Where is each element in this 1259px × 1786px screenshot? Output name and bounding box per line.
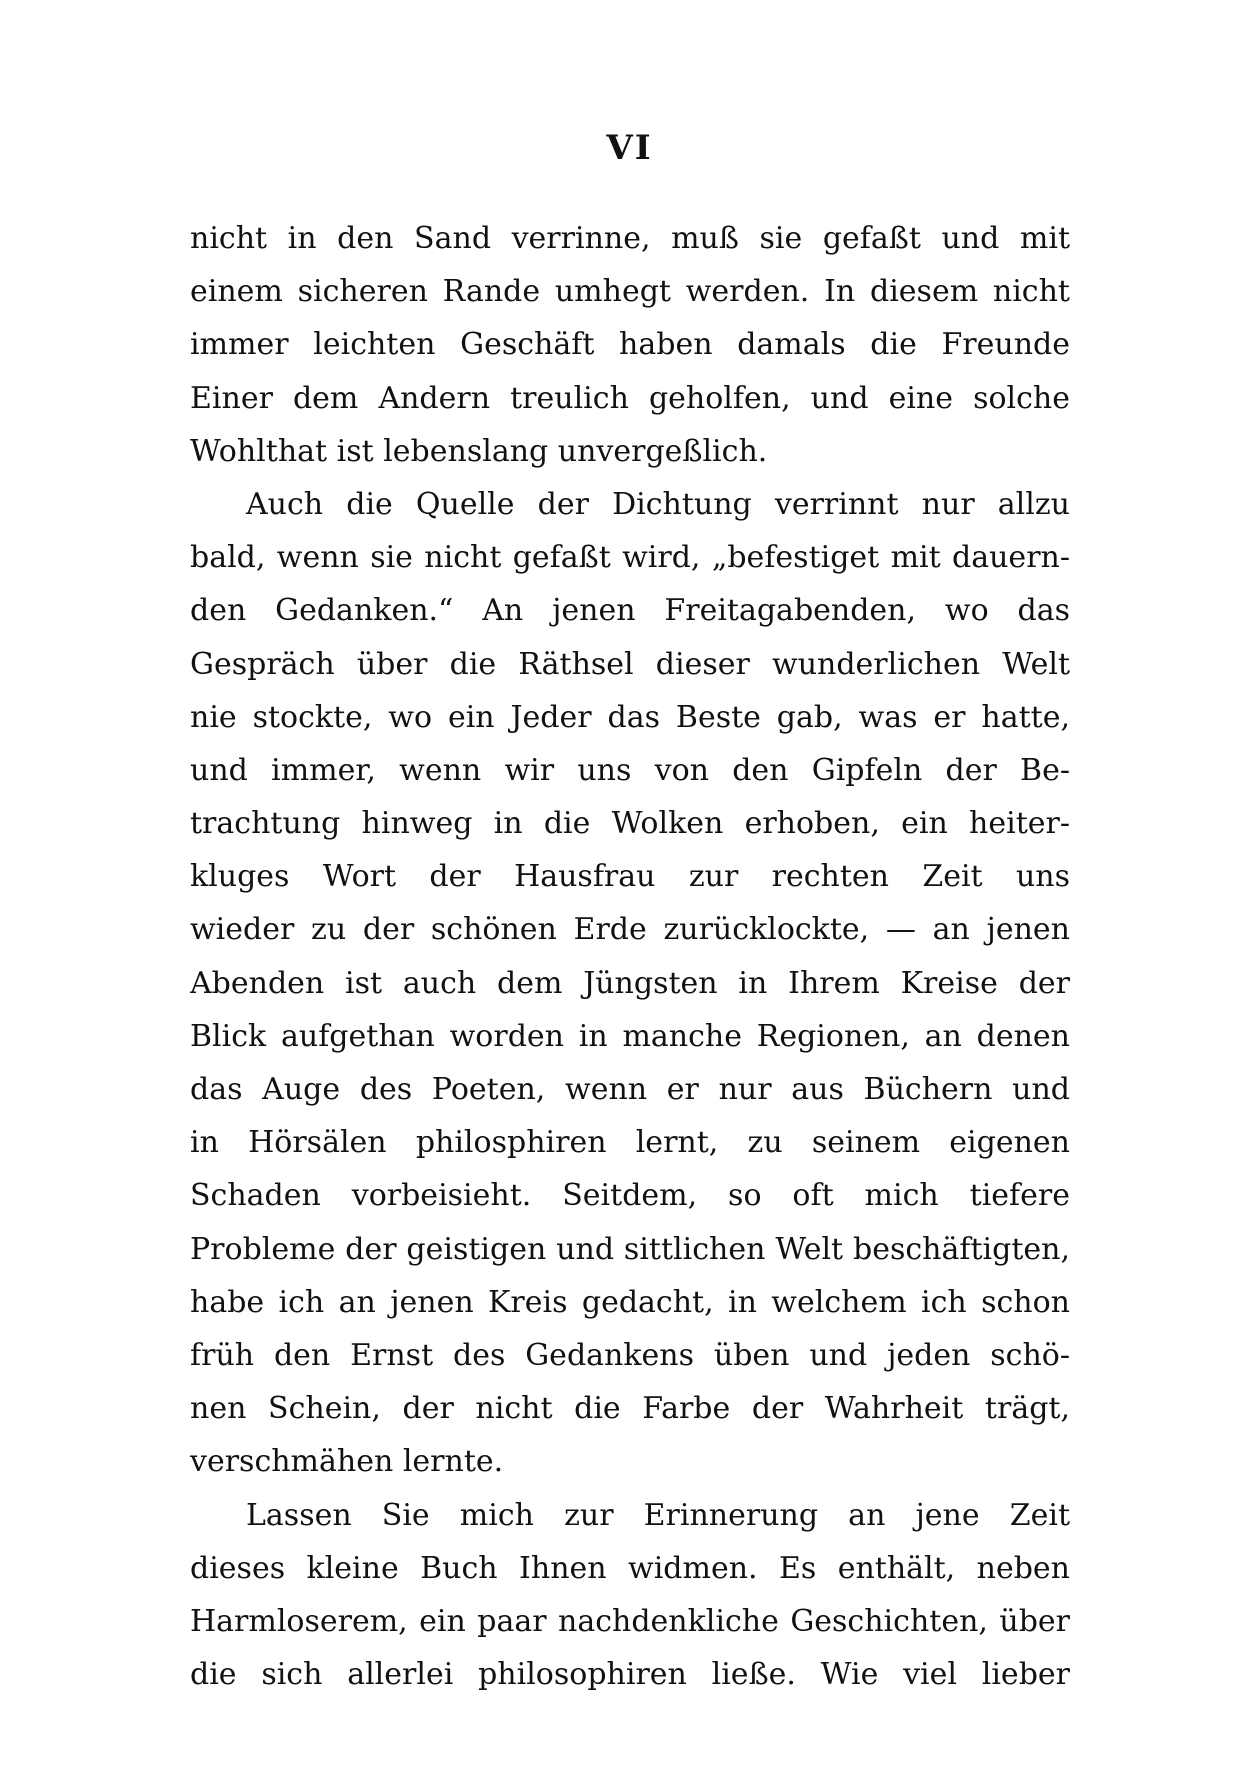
- text-line: und immer, wenn wir uns von den Gipfeln der Be-: [190, 752, 1070, 788]
- text-line: verschmähen lernte.: [190, 1444, 504, 1480]
- text-line: wieder zu der schönen Erde zurücklockte, — an jenen: [190, 912, 1070, 948]
- text-line: in Hörsälen philosphiren lernt, zu seinem eigenen: [190, 1125, 1070, 1161]
- page-number: VI: [606, 128, 653, 168]
- text-line: kluges Wort der Hausfrau zur rechten Zeit uns: [190, 859, 1070, 895]
- text-line: habe ich an jenen Kreis gedacht, in welchem ich schon: [190, 1284, 1070, 1320]
- text-line: dieses kleine Buch Ihnen widmen. Es enthält, neben: [190, 1550, 1070, 1586]
- text-line: Einer dem Andern treulich geholfen, und eine solche: [190, 380, 1070, 416]
- text-line: den Gedanken.“ An jenen Freitagabenden, wo das: [190, 593, 1070, 629]
- text-line: Abenden ist auch dem Jüngsten in Ihrem Kreise der: [190, 965, 1070, 1001]
- text-line: Gespräch über die Räthsel dieser wunderlichen Welt: [190, 646, 1070, 682]
- text-line: früh den Ernst des Gedankens üben und jeden schö-: [190, 1337, 1070, 1373]
- paragraph-first-line: Lassen Sie mich zur Erinnerung an jene Zeit: [246, 1497, 1070, 1533]
- text-line: einem sicheren Rande umhegt werden. In diesem nicht: [190, 274, 1070, 310]
- text-line: das Auge des Poeten, wenn er nur aus Büchern und: [190, 1072, 1070, 1107]
- paragraph-first-line: Auch die Quelle der Dichtung verrinnt nur allzu: [246, 486, 1070, 522]
- text-line: immer leichten Geschäft haben damals die Freunde: [190, 327, 1070, 363]
- body-text: [190, 212, 1070, 1701]
- text-line: Wohlthat ist lebenslang unvergeßlich.: [190, 433, 768, 469]
- text-line: die sich allerlei philosophiren ließe. Wie viel lieber: [190, 1657, 1070, 1693]
- text-line: trachtung hinweg in die Wolken erhoben, ein heiter-: [190, 806, 1070, 842]
- text-line: nen Schein, der nicht die Farbe der Wahrheit trägt,: [190, 1391, 1070, 1427]
- text-line: Harmloserem, ein paar nachdenkliche Geschichten, über: [190, 1603, 1070, 1639]
- text-line: nicht in den Sand verrinne, muß sie gefaßt und mit: [190, 221, 1070, 256]
- text-line: nie stockte, wo ein Jeder das Beste gab, was er hatte,: [190, 699, 1070, 735]
- text-line: Schaden vorbeisieht. Seitdem, so oft mich tiefere: [190, 1178, 1070, 1214]
- text-line: bald, wenn sie nicht gefaßt wird, „befestiget mit dauern-: [190, 540, 1070, 576]
- text-line: Probleme der geistigen und sittlichen Welt beschäftigten,: [190, 1231, 1070, 1267]
- text-line: Blick aufgethan worden in manche Regionen, an denen: [190, 1018, 1070, 1054]
